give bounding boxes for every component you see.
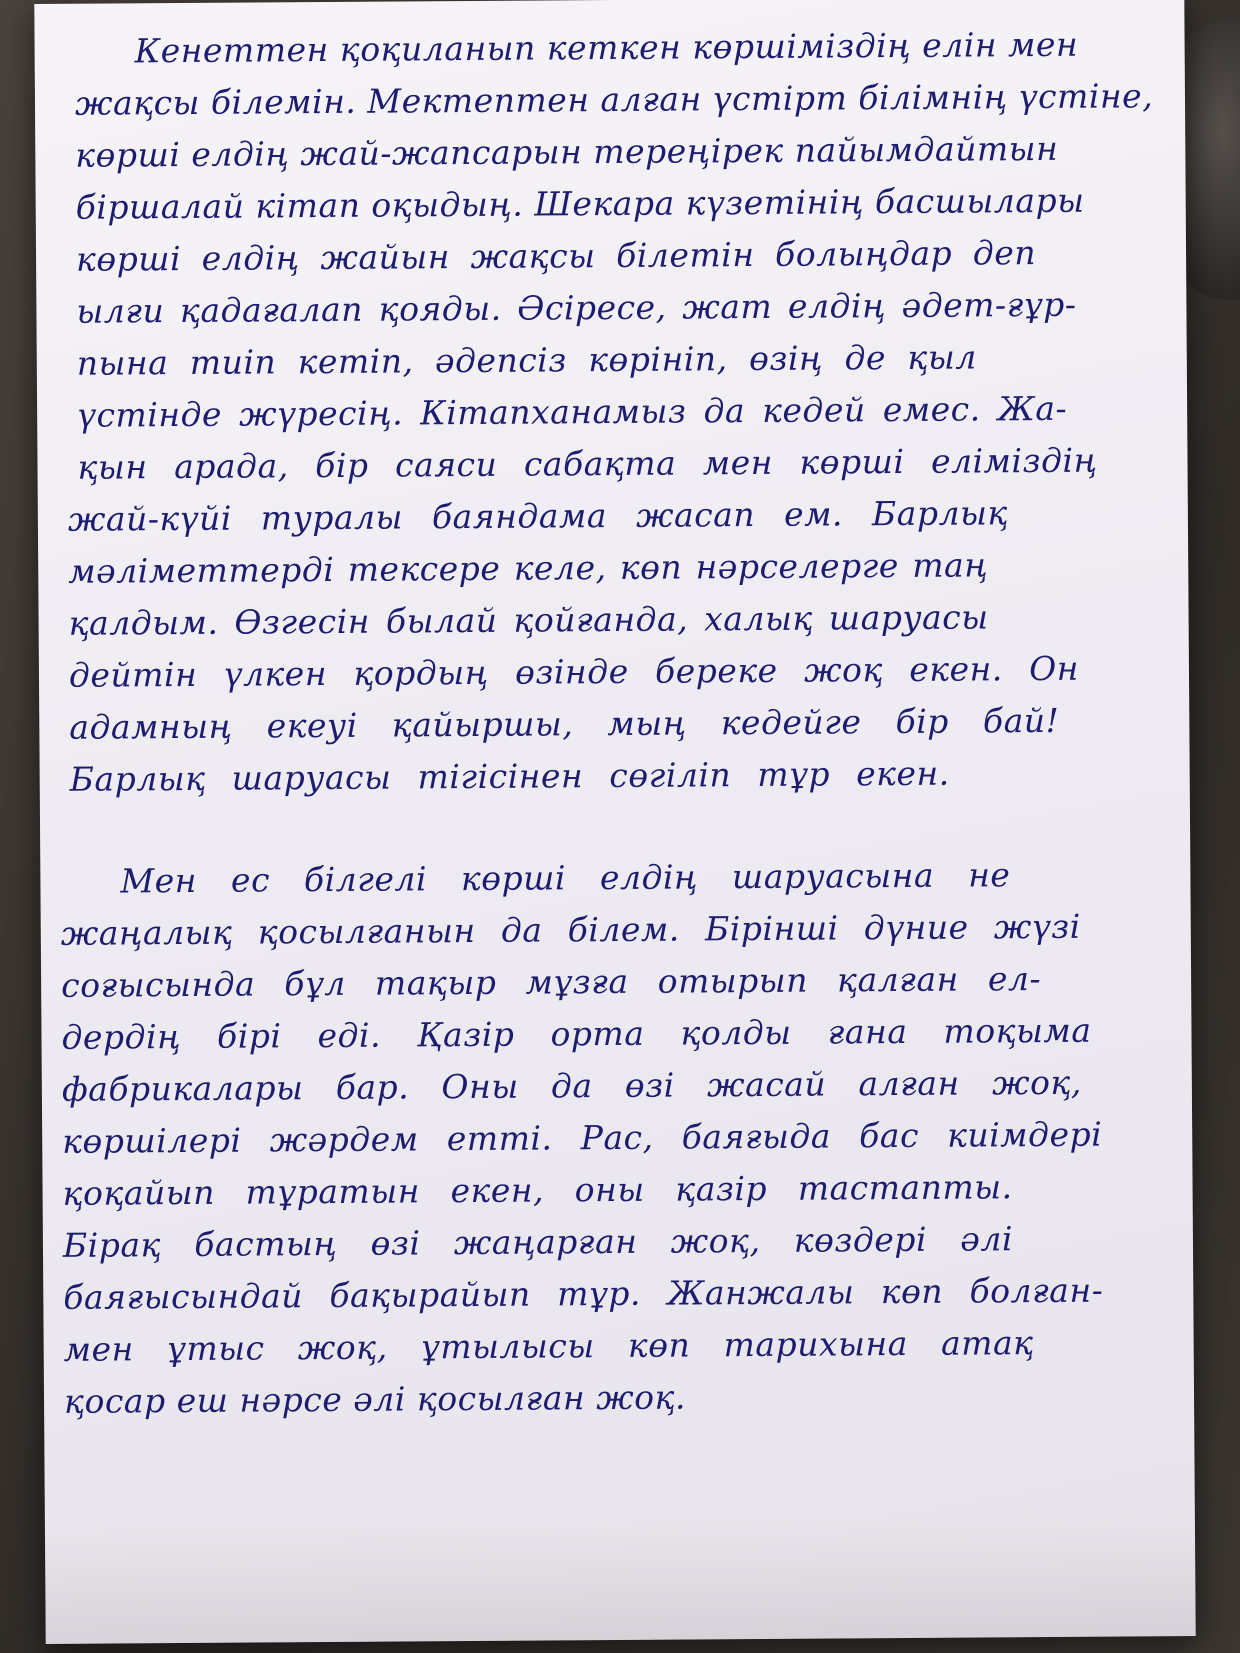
text-line: баяғысындай бақырайып тұр. Жанжалы көп болған- <box>63 1270 1104 1317</box>
text-line: адамның екеуі қайыршы, мың кедейге бір бай! <box>69 700 1060 747</box>
text-line: жай-күйі туралы баяндама жасап ем. Барлық <box>67 493 1009 539</box>
paper-shadow <box>45 1516 1196 1644</box>
text-line: Барлық шаруасы тігісінен сөгіліп тұр екен. <box>69 753 950 799</box>
text-line: фабрикалары бар. Оны да өзі жасай алған жоқ, <box>61 1062 1082 1109</box>
text-line: қалдым. Өзгесін былай қойғанда, халық шаруасы <box>68 597 989 643</box>
text-line: Бірақ бастың өзі жаңарған жоқ, көздері әлі <box>62 1219 1014 1265</box>
text-line: біршалай кітап оқыдың. Шекара күзетінің басшылары <box>75 180 1085 227</box>
text-line: қосар еш нәрсе әлі қосылған жоқ. <box>63 1377 687 1421</box>
text-line: Кенеттен қоқиланып кеткен көршіміздің елін мен <box>134 24 1079 71</box>
text-line: көрші елдің жай-жапсарын тереңірек пайымдайтын <box>75 128 1059 175</box>
text-line: Мен ес білгелі көрші елдің шаруасына не <box>120 855 1011 901</box>
text-line: мен ұтыс жоқ, ұтылысы көп тарихына атақ <box>63 1323 1034 1369</box>
text-line: қоқайып тұратын екен, оны қазір тастапты. <box>62 1167 1013 1213</box>
text-line: пына тиіп кетіп, әдепсіз көрініп, өзің де қыл <box>76 337 977 383</box>
text-line: көрші елдің жайын жақсы білетін болыңдар деп <box>75 233 1037 279</box>
text-line: соғысында бұл тақыр мұзға отырып қалған ел- <box>61 959 1042 1005</box>
text-line: көршілері жәрдем етті. Рас, баяғыда бас киімдері <box>62 1114 1103 1161</box>
text-line: дейтін үлкен қордың өзінде береке жоқ екен. Он <box>68 648 1080 695</box>
handwritten-page <box>34 0 1195 1644</box>
text-line: үстінде жүресің. Кітапханамыз да кедей емес. Жа- <box>77 388 1068 435</box>
text-line: дердің бірі еді. Қазір орта қолды ғана тоқыма <box>61 1010 1092 1057</box>
paragraph-1 <box>34 0 1184 799</box>
text-line: жаңалық қосылғанын да білем. Бірінші дүние жүзі <box>60 906 1081 953</box>
text-line: мәліметтерді тексере келе, көп нәрселерге таң <box>68 545 989 591</box>
text-line: ылғи қадағалап қояды. Әсіресе, жат елдің әдет-ғұр- <box>76 284 1077 331</box>
text-line: қын арада, бір саяси сабақта мен көрші еліміздің <box>77 440 1098 487</box>
text-line: жақсы білемін. Мектептен алған үстірт білімнің үстіне, <box>74 76 1154 123</box>
